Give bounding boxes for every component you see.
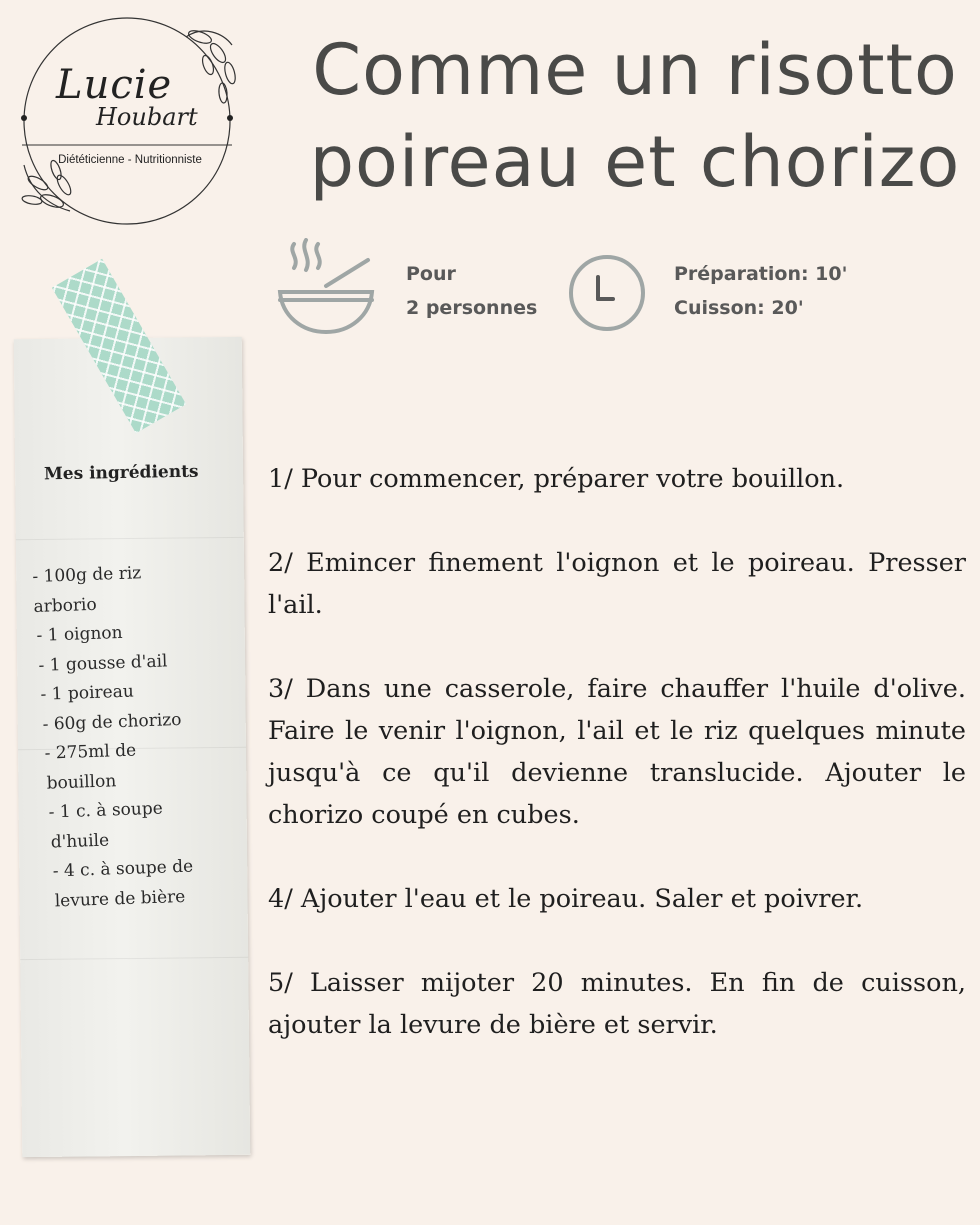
ingredient-line: - 1 poireau [40, 681, 135, 705]
ingredient-line: - 1 c. à soupe [48, 798, 164, 823]
recipe-title-line-2: poireau et chorizo [309, 121, 961, 203]
servings-line-1: Pour [406, 263, 456, 285]
clock-icon [567, 253, 647, 333]
servings-info [406, 257, 537, 325]
logo-surname: Houbart [96, 103, 198, 131]
recipe-step-4: 4/ Ajouter l'eau et le poireau. Saler et poivrer. [268, 884, 864, 914]
ingredient-line: levure de bière [54, 886, 186, 911]
ingredient-line: - 100g de riz [32, 563, 142, 587]
recipe-title [300, 24, 970, 208]
logo [18, 15, 236, 227]
ingredient-line: - 275ml de [44, 740, 137, 764]
ingredient-line: arborio [33, 594, 98, 617]
servings-line-2: 2 personnes [406, 297, 538, 319]
ingredient-line: - 1 oignon [36, 622, 123, 646]
recipe-step-2: 2/ Emincer finement l'oignon et le poireau. Presser l'ail. [268, 548, 966, 620]
prep-time: Préparation: 10' [674, 263, 848, 285]
ingredient-line: d'huile [50, 829, 110, 853]
logo-tagline: Diététicienne - Nutritionniste [58, 154, 202, 166]
timing-info [674, 257, 847, 325]
bowl-icon [276, 238, 376, 336]
ingredients-list [32, 556, 254, 917]
logo-name: Lucie [56, 62, 173, 108]
ingredients-title: Mes ingrédients [43, 461, 199, 485]
paper-fold [20, 957, 248, 960]
recipe-step-5: 5/ Laisser mijoter 20 minutes. En fin de cuisson, ajouter la levure de bière et servir. [268, 968, 966, 1040]
cook-time: Cuisson: 20' [674, 297, 804, 319]
ingredient-line: - 4 c. à soupe de [52, 856, 194, 882]
paper-fold [16, 537, 244, 540]
ingredient-line: bouillon [46, 770, 117, 794]
recipe-steps [268, 458, 966, 1088]
ingredient-line: - 60g de chorizo [42, 709, 182, 735]
ingredient-line: - 1 gousse d'ail [38, 650, 168, 676]
recipe-title-line-1: Comme un risotto [312, 29, 958, 111]
recipe-step-3: 3/ Dans une casserole, faire chauffer l'huile d'olive. Faire le venir l'oignon, l'ail et le riz quelques minute jusqu'à ce qu'il devienne translucide. Ajouter le chorizo coupé en cubes. [268, 674, 966, 830]
recipe-step-1: 1/ Pour commencer, préparer votre bouillon. [268, 464, 845, 494]
